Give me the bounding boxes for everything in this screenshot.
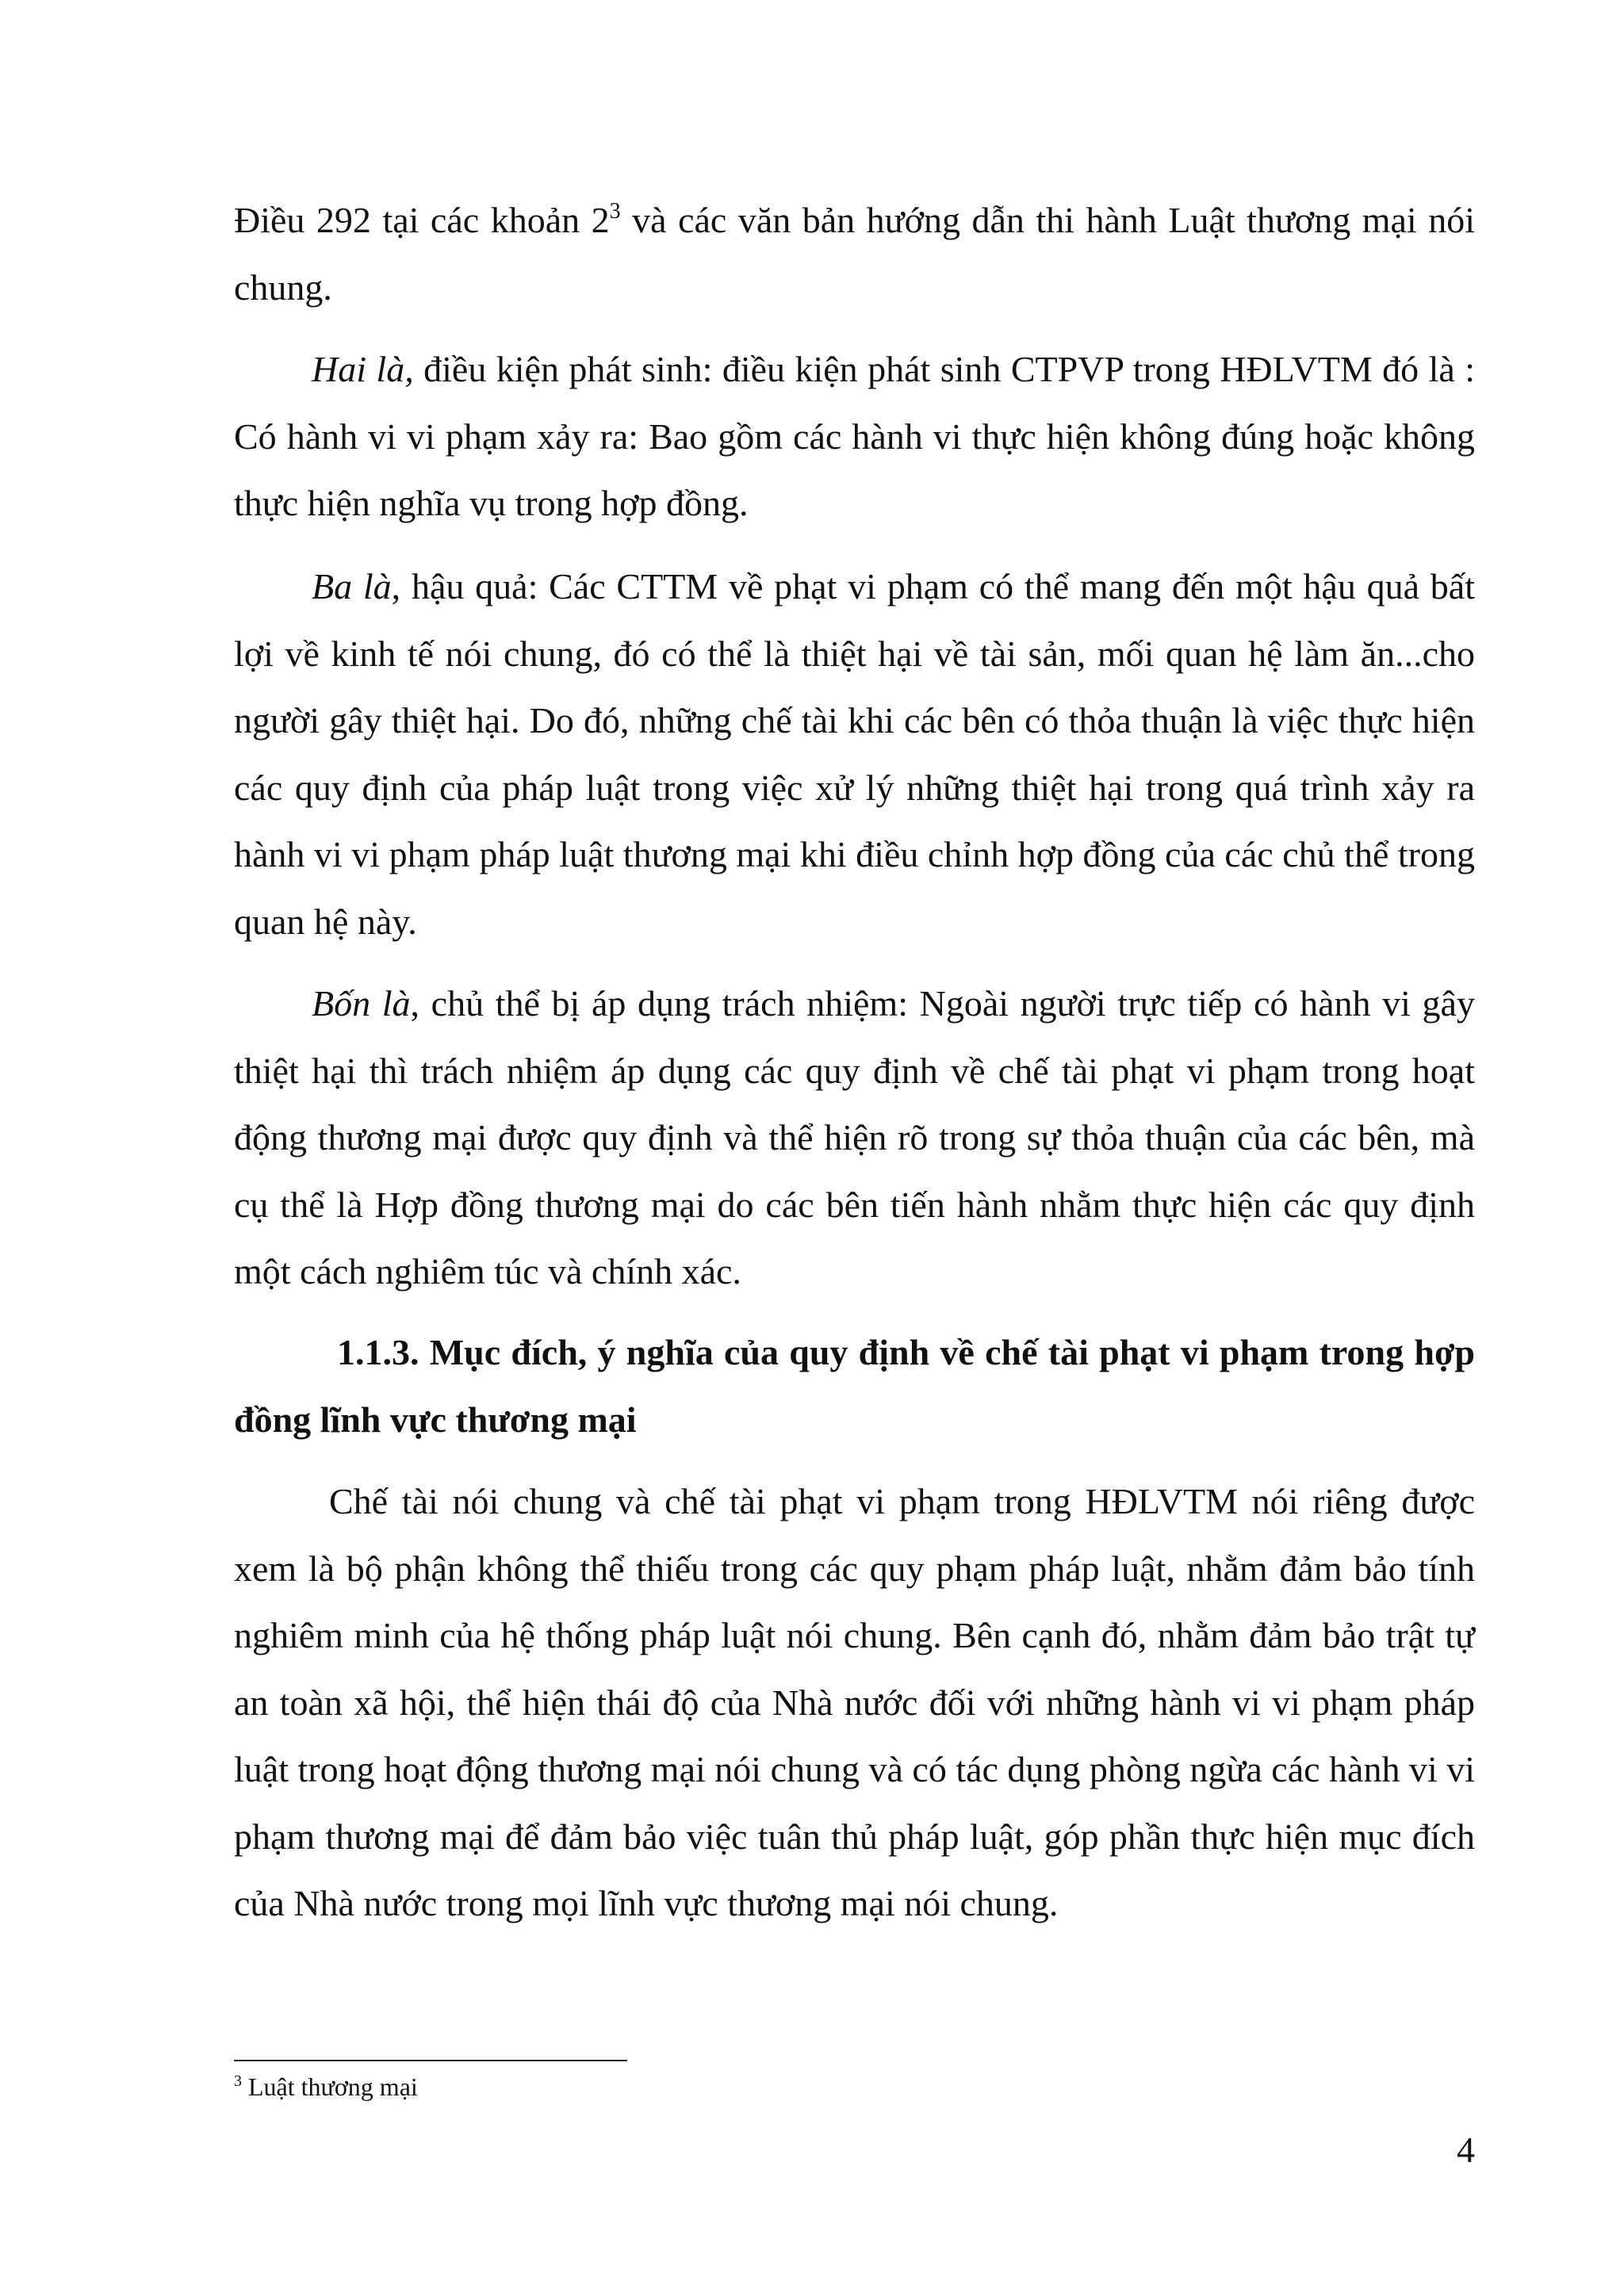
paragraph-3-text: , hậu quả: Các CTTM về phạt vi phạm có thể mang đến một hậu quả bất lợi về kinh tế nói chung, đó có thể là thiệt hại về tài sản, mối quan hệ làm ăn...cho người gây thiệt hại. Do đó, những chế tài khi các bên có thỏa thuận là việc thực hiện các quy định của pháp luật trong việc xử lý những thiệt hại trong quá trình xảy ra hành vi vi phạm pháp luật thương mại khi điều chỉnh hợp đồng của các chủ thể trong quan hệ này.	[234, 566, 1475, 942]
body-text-block-1	[234, 187, 1475, 321]
footnote-separator	[234, 2060, 627, 2061]
paragraph-1-text-b: và các văn bản hướng dẫn thi hành Luật thương mại nói chung.	[234, 200, 1476, 308]
body-text-block-5	[234, 1319, 1475, 1453]
body-text-block-2	[234, 336, 1475, 538]
section-heading: 1.1.3. Mục đích, ý nghĩa của quy định về chế tài phạt vi phạm trong hợp đồng lĩnh vực thương mại	[234, 1332, 1475, 1440]
body-text-block-6	[234, 1468, 1475, 1938]
paragraph-2-lead: Hai là,	[312, 349, 414, 389]
footnote	[234, 2071, 1185, 2103]
paragraph-2-text: điều kiện phát sinh: điều kiện phát sinh CTPVP trong HĐLVTM đó là : Có hành vi vi phạm xảy ra: Bao gồm các hành vi thực hiện không đúng hoặc không thực hiện nghĩa vụ trong hợp đồng.	[234, 349, 1475, 523]
paragraph-3-lead: Ba là	[312, 566, 392, 607]
paragraph-1-text-a: Điều 292 tại các khoản 2	[234, 200, 610, 240]
body-text-block-4	[234, 970, 1475, 1306]
body-text-block-3	[234, 553, 1475, 955]
paragraph-4-text: , chủ thể bị áp dụng trách nhiệm: Ngoài người trực tiếp có hành vi gây thiệt hại thì trách nhiệm áp dụng các quy định về chế tài phạt vi phạm trong hoạt động thương mại được quy định và thể hiện rõ trong sự thỏa thuận của các bên, mà cụ thể là Hợp đồng thương mại do các bên tiến hành nhằm thực hiện các quy định một cách nghiêm túc và chính xác.	[234, 983, 1475, 1292]
footnote-text: Luật thương mại	[242, 2072, 418, 2101]
footnote-marker: 3	[234, 2072, 242, 2090]
paragraph-5: Chế tài nói chung và chế tài phạt vi phạm trong HĐLVTM nói riêng được xem là bộ phận không thể thiếu trong các quy phạm pháp luật, nhằm đảm bảo tính nghiêm minh của hệ thống pháp luật nói chung. Bên cạnh đó, nhằm đảm bảo trật tự an toàn xã hội, thể hiện thái độ của Nhà nước đối với những hành vi vi phạm pháp luật trong hoạt động thương mại nói chung và có tác dụng phòng ngừa các hành vi vi phạm thương mại để đảm bảo việc tuân thủ pháp luật, góp phần thực hiện mục đích của Nhà nước trong mọi lĩnh vực thương mại nói chung.	[234, 1481, 1476, 1923]
paragraph-1	[234, 187, 1475, 321]
paragraph-3	[234, 553, 1475, 955]
page-number: 4	[1457, 2130, 1475, 2170]
paragraph-4	[234, 970, 1475, 1306]
footnote-reference: 3	[609, 199, 621, 224]
paragraph-4-lead: Bốn là	[312, 983, 411, 1024]
paragraph-2	[234, 336, 1475, 538]
